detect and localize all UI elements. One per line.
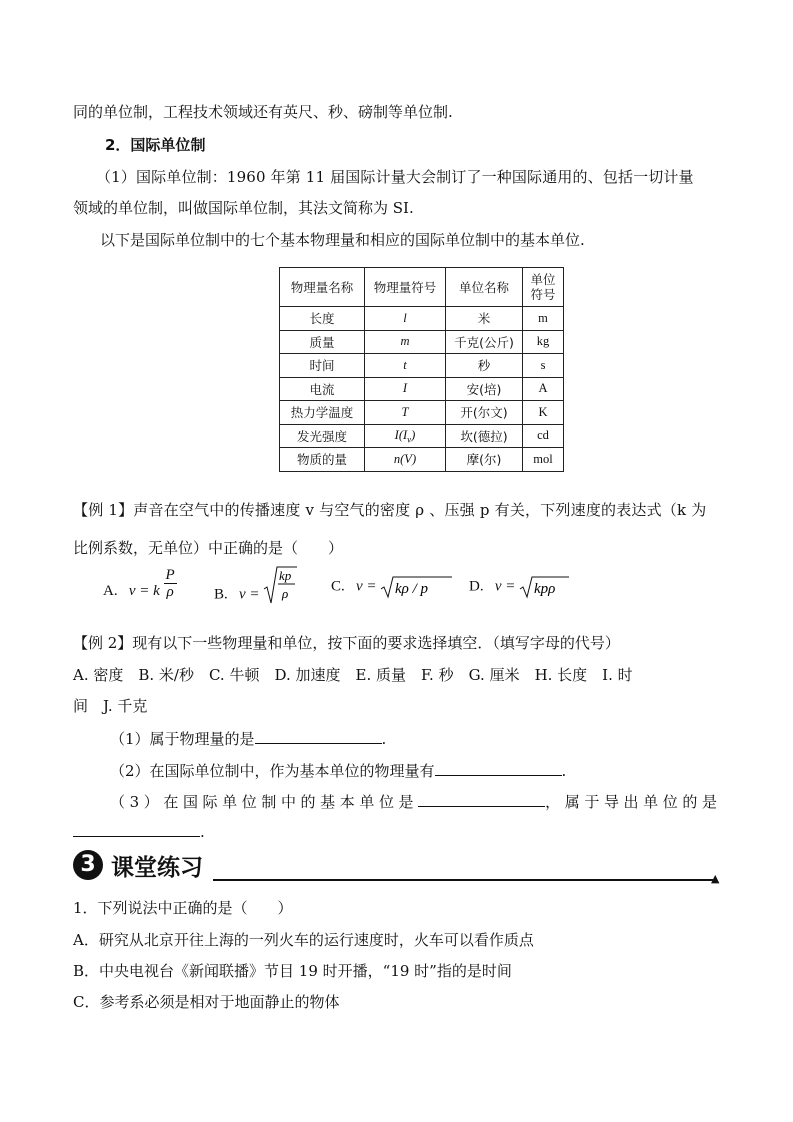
table-cell: 安(培) (446, 377, 523, 401)
table-cell: I (365, 377, 446, 401)
table-row (280, 424, 564, 448)
table-header: 物理量名称 (280, 268, 365, 307)
table-row (280, 354, 564, 378)
option-b (214, 568, 297, 615)
formula-lhs: v = k (128, 582, 160, 599)
table-cell: 长度 (280, 307, 365, 331)
table-cell: 坎(德拉) (446, 424, 523, 448)
question-text: ，属于导出单位的是 (545, 793, 722, 811)
radicand: kpρ (534, 581, 556, 597)
answer-blank[interactable] (418, 792, 545, 807)
period: . (381, 730, 387, 748)
example-2-choices: A. 密度 B. 米/秒 C. 牛顿 D. 加速度 E. 质量 F. 秒 G. 厘米 H. 长度 I. 时 (73, 666, 633, 684)
option-c (331, 575, 452, 599)
question-3 (110, 791, 722, 812)
si-units-table (279, 267, 564, 472)
example-1-text: 【例 1】声音在空气中的传播速度 v 与空气的密度 ρ 、压强 p 有关，下列速度的表达式（k 为 (73, 501, 707, 519)
table-cell: m (523, 307, 564, 331)
table-cell: 发光强度 (280, 424, 365, 448)
question-text: （1）属于物理量的是 (110, 730, 255, 748)
period: . (561, 762, 567, 780)
fraction-denominator: ρ (282, 586, 289, 601)
section-title: 课堂练习 (111, 855, 203, 881)
table-cell: 热力学温度 (280, 401, 365, 425)
question-text: （3）在国际单位制中的基本单位是 (110, 793, 419, 811)
fraction-denominator: ρ (166, 584, 174, 600)
table-cell: A (523, 377, 564, 401)
table-cell: kg (523, 330, 564, 354)
radicand: kρ / p (395, 581, 429, 597)
table-cell: 质量 (280, 330, 365, 354)
section-heading: 2．国际单位制 (105, 136, 206, 154)
practice-option: C．参考系必须是相对于地面静止的物体 (73, 993, 340, 1011)
sqrt-sign-icon (519, 575, 569, 599)
period: . (200, 823, 205, 841)
table-cell: 秒 (446, 354, 523, 378)
table-cell: t (365, 354, 446, 378)
table-cell: m (365, 330, 446, 354)
sqrt-sign-icon (263, 565, 297, 605)
table-cell: 米 (446, 307, 523, 331)
formula-lhs: v = (494, 578, 516, 595)
question-text: （2）在国际单位制中，作为基本单位的物理量有 (110, 762, 435, 780)
answer-blank[interactable] (435, 761, 562, 776)
triangle-icon: ▲ (711, 872, 720, 885)
option-label: D. (469, 578, 484, 595)
fraction-numerator: kp (279, 568, 292, 583)
formula-lhs: v = (239, 586, 260, 603)
option-label: B. (214, 586, 228, 603)
question-2 (110, 760, 566, 781)
table-cell: l (365, 307, 446, 331)
paragraph-text: 以下是国际单位制中的七个基本物理量和相应的国际单位制中的基本单位. (100, 231, 585, 249)
option-label: C. (331, 578, 345, 595)
answer-blank[interactable] (73, 822, 200, 837)
question-3-cont (73, 822, 205, 841)
table-cell: 开(尔文) (446, 401, 523, 425)
paragraph-text: （1）国际单位制：1960 年第 11 届国际计量大会制订了一种国际通用的、包括一切计量 (96, 168, 694, 186)
table-row (280, 448, 564, 472)
sqrt-sign-icon (380, 575, 452, 599)
practice-question: 1．下列说法中正确的是（ ） (73, 899, 293, 917)
option-a (103, 567, 177, 608)
table-row (280, 377, 564, 401)
table-cell: 物质的量 (280, 448, 365, 472)
table-header: 单位名称 (446, 268, 523, 307)
fraction-numerator: P (165, 567, 175, 583)
table-row (280, 401, 564, 425)
table-cell: T (365, 401, 446, 425)
table-cell: n(V) (365, 448, 446, 472)
table-cell: mol (523, 448, 564, 472)
example-2-text: 【例 2】现有以下一些物理量和单位，按下面的要求选择填空．（填写字母的代号） (73, 634, 620, 652)
table-row (280, 330, 564, 354)
table-row (280, 307, 564, 331)
table-cell: 千克(公斤) (446, 330, 523, 354)
question-1 (110, 728, 386, 749)
table-cell: 时间 (280, 354, 365, 378)
table-cell: 摩(尔) (446, 448, 523, 472)
example-1-options (0, 567, 793, 615)
answer-blank[interactable] (255, 729, 382, 744)
table-header-text: 单位 符号 (530, 272, 556, 302)
table-cell: s (523, 354, 564, 378)
table-cell: 电流 (280, 377, 365, 401)
table-cell: $I(I_v)$ (365, 424, 446, 448)
table-cell: K (523, 401, 564, 425)
example-1-text: 比例系数，无单位）中正确的是（ ） (73, 539, 344, 557)
section-banner (73, 848, 723, 884)
paragraph-text: 领域的单位制，叫做国际单位制，其法文简称为 SI. (73, 199, 414, 217)
table-cell: cd (523, 424, 564, 448)
option-d (469, 575, 569, 599)
example-2-choices: 间 J. 千克 (73, 697, 148, 715)
table-header (523, 268, 564, 307)
table-header: 物理量符号 (365, 268, 446, 307)
formula-lhs: v = (356, 578, 377, 595)
section-number-badge: 3 (73, 850, 103, 880)
section-rule (213, 879, 713, 881)
practice-option: A．研究从北京开往上海的一列火车的运行速度时，火车可以看作质点 (73, 931, 534, 949)
practice-option: B．中央电视台《新闻联播》节目 19 时开播，“19 时”指的是时间 (73, 962, 512, 980)
paragraph-text: 同的单位制，工程技术领域还有英尺、秒、磅制等单位制. (73, 103, 453, 121)
option-label: A. (103, 582, 118, 599)
